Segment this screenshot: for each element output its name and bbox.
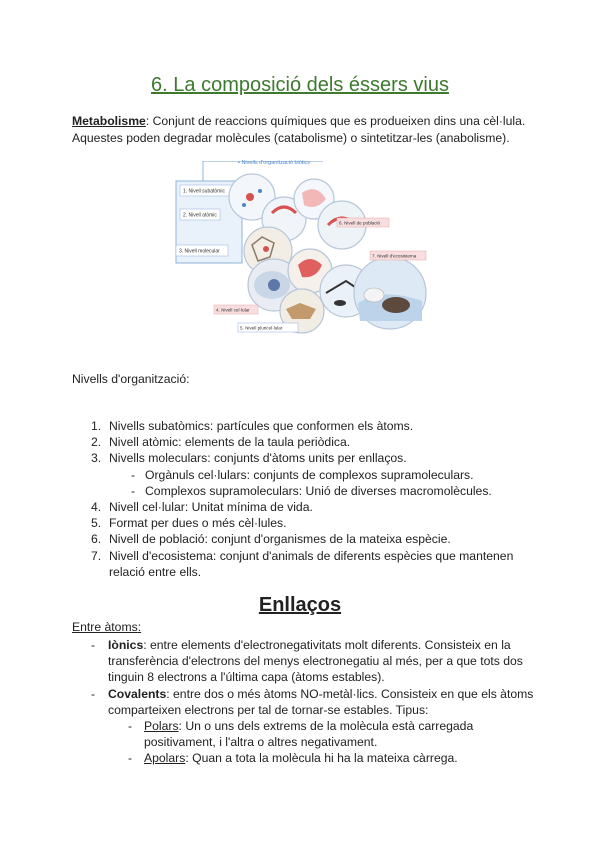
metabolism-text-1: : Conjunt de reaccions químiques que es produeixen dins una cèl·lula. xyxy=(145,114,526,128)
metabolism-term: Metabolisme xyxy=(72,114,146,128)
levels-list xyxy=(72,418,532,580)
metabolism-text-2: Aquestes poden degradar molècules (catabolisme) o sintetitzar-les (anabolisme). xyxy=(72,130,510,145)
list-item: 3. Nivells moleculars: conjunts d'àtoms units per enllaços. xyxy=(91,451,407,466)
list-item: 1. Nivells subatòmics: partícules que conformen els àtoms. xyxy=(91,419,414,433)
figure-label-7: 7. Nivell d'ecosistema xyxy=(372,253,417,259)
list-item-polar: - Polars: Un o uns dels extrems de la molècula està carregada positivament, i l'altra o altres negativament. xyxy=(128,719,474,750)
metabolism-definition xyxy=(72,113,542,146)
list-item: 2. Nivell atòmic: elements de la taula periòdica. xyxy=(91,435,351,450)
levels-intro: Nivells d'organització: xyxy=(72,372,190,386)
figure-label-3: 3. Nivell molecular xyxy=(179,248,220,255)
between-atoms-label: Entre àtoms: xyxy=(72,620,142,634)
figure-label-2: 2. Nivell atòmic xyxy=(183,212,217,219)
figure-label-6: 6. Nivell de població xyxy=(339,220,381,226)
list-item: - Complexos supramoleculars: Unió de diverses macromolècules. xyxy=(131,483,492,498)
organization-levels-figure xyxy=(170,153,440,341)
figure-label-1: 1. Nivell subatòmic xyxy=(183,188,225,195)
list-item: - Orgànuls cel·lulars: conjunts de complexos supramoleculars. xyxy=(131,467,474,482)
list-item-covalent: - Covalents: entre dos o més àtoms NO-metàl·lics. Consisteix en que els àtoms comparteixen electrons per tal de tornar-se estables. Tipus: xyxy=(91,686,534,717)
figure-label-4: 4. Nivell cel·lular xyxy=(216,307,250,313)
list-item: 5. Format per dues o més cèl·lules. xyxy=(91,516,287,531)
list-item-apolar: - Apolars: Quan a tota la molècula hi ha la mateixa càrrega. xyxy=(128,751,458,766)
bonds-list xyxy=(72,637,542,767)
section-heading-bonds: Enllaços xyxy=(258,594,342,616)
list-item: 4. Nivell cel·lular: Unitat mínima de vida. xyxy=(91,500,313,515)
list-item: 7. Nivell d'ecosistema: conjunt d'animals de diferents espècies que mantenen relació entre ells. xyxy=(91,548,514,579)
figure-header: • Nivells d'organització biòtics xyxy=(238,160,311,166)
figure-label-5: 5. Nivell pluricel·lular xyxy=(240,325,283,331)
page-title: 6. La composició dels éssers vius xyxy=(151,74,449,96)
list-item-ionic: - Iònics: entre elements d'electronegativitats molt diferents. Consisteix en la transferència d'electrons del menys electronegatiu al més, per a que tots dos tinguin 8 electrons a l'última capa (àtoms estables). xyxy=(91,638,523,685)
list-item: 6. Nivell de població: conjunt d'organismes de la mateixa espècie. xyxy=(91,532,451,547)
